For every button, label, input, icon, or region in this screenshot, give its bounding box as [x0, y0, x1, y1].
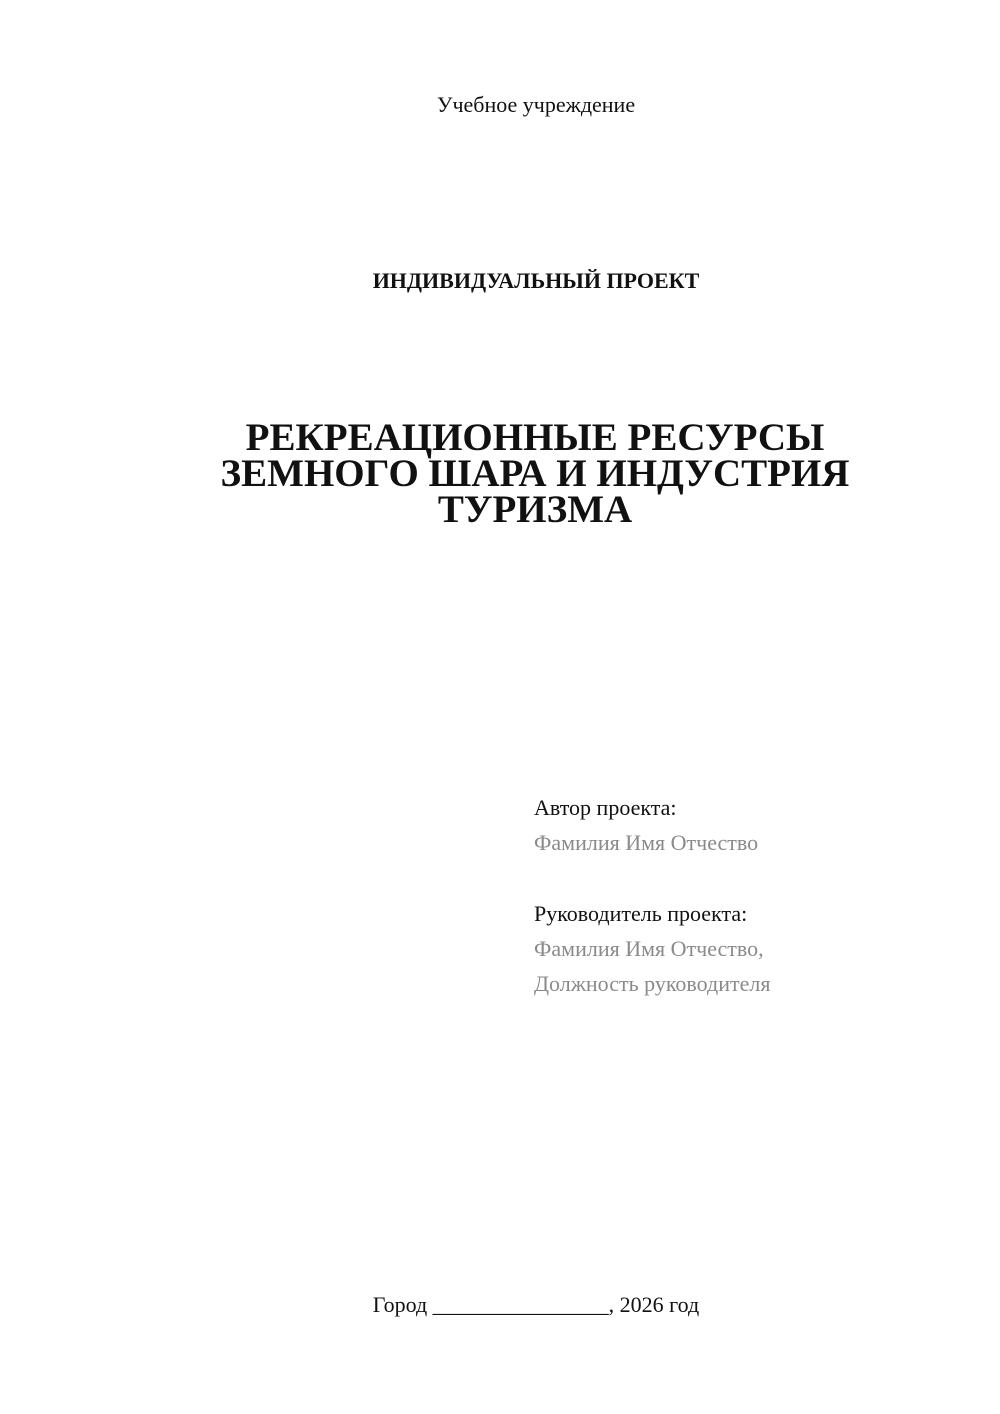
document-type: ИНДИВИДУАЛЬНЫЙ ПРОЕКТ — [372, 268, 700, 293]
project-title — [200, 416, 870, 531]
project-title-line-3: ТУРИЗМА — [437, 488, 633, 531]
project-title-line-1: РЕКРЕАЦИОННЫЕ РЕСУРСЫ — [245, 416, 825, 459]
spacer — [534, 860, 974, 896]
project-title-line-2: ЗЕМНОГО ШАРА И ИНДУСТРИЯ — [220, 452, 850, 495]
supervisor-name: Фамилия Имя Отчество, — [534, 936, 764, 961]
supervisor-label: Руководитель проекта: — [534, 901, 748, 926]
author-name: Фамилия Имя Отчество — [534, 830, 759, 855]
people-block — [534, 790, 974, 1001]
author-label: Автор проекта: — [534, 795, 677, 820]
supervisor-position: Должность руководителя — [534, 971, 771, 996]
city-year-line: Город ________________, 2026 год — [372, 1292, 700, 1317]
institution-name: Учебное учреждение — [436, 92, 636, 117]
